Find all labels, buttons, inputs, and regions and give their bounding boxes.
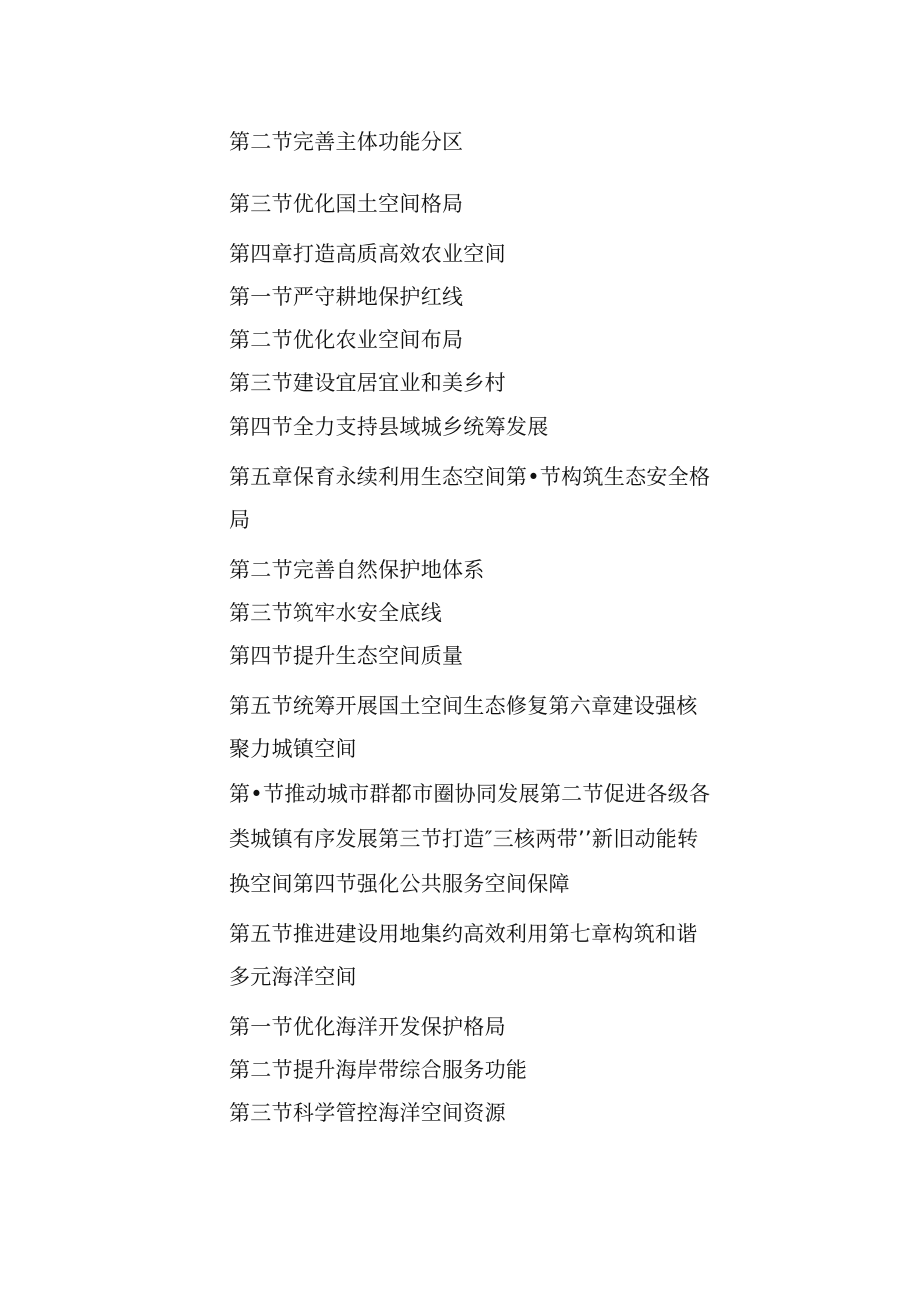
toc-line: 第二节完善自然保护地体系 — [229, 558, 485, 582]
toc-line: 第•节推动城市群都市圈协同发展第二节促进各级各 — [229, 782, 711, 806]
toc-line: 第二节提升海岸带综合服务功能 — [229, 1058, 528, 1082]
toc-line: 第三节科学管控海洋空间资源 — [229, 1101, 506, 1125]
toc-line: 第五节推进建设用地集约高效利用第七章构筑和谐 — [229, 922, 698, 946]
toc-line: 第三节筑牢水安全底线 — [229, 601, 442, 625]
toc-line: 第四节全力支持县域城乡统筹发展 — [229, 415, 549, 439]
toc-line: 类城镇有序发展第三节打造″三核两带’’新旧动能转 — [229, 827, 699, 851]
toc-line: 第三节优化国土空间格局 — [229, 192, 464, 216]
toc-line: 第五节统筹开展国土空间生态修复第六章建设强核 — [229, 694, 698, 718]
toc-line: 第二节优化农业空间布局 — [229, 328, 464, 352]
toc-line: 第四章打造高质高效农业空间 — [229, 242, 506, 266]
toc-line: 第二节完善主体功能分区 — [229, 130, 464, 154]
toc-line: 第一节严守耕地保护红线 — [229, 285, 464, 309]
toc-line: 第五章保育永续利用生态空间第•节构筑生态安全格 — [229, 465, 711, 489]
toc-line: 聚力城镇空间 — [229, 737, 357, 761]
toc-line: 换空间第四节强化公共服务空间保障 — [229, 872, 570, 896]
toc-line: 多元海洋空间 — [229, 965, 357, 989]
toc-line: 第四节提升生态空间质量 — [229, 644, 464, 668]
toc-line: 第三节建设宜居宜业和美乡村 — [229, 371, 506, 395]
toc-line: 局 — [229, 508, 251, 532]
toc-line: 第一节优化海洋开发保护格局 — [229, 1015, 506, 1039]
